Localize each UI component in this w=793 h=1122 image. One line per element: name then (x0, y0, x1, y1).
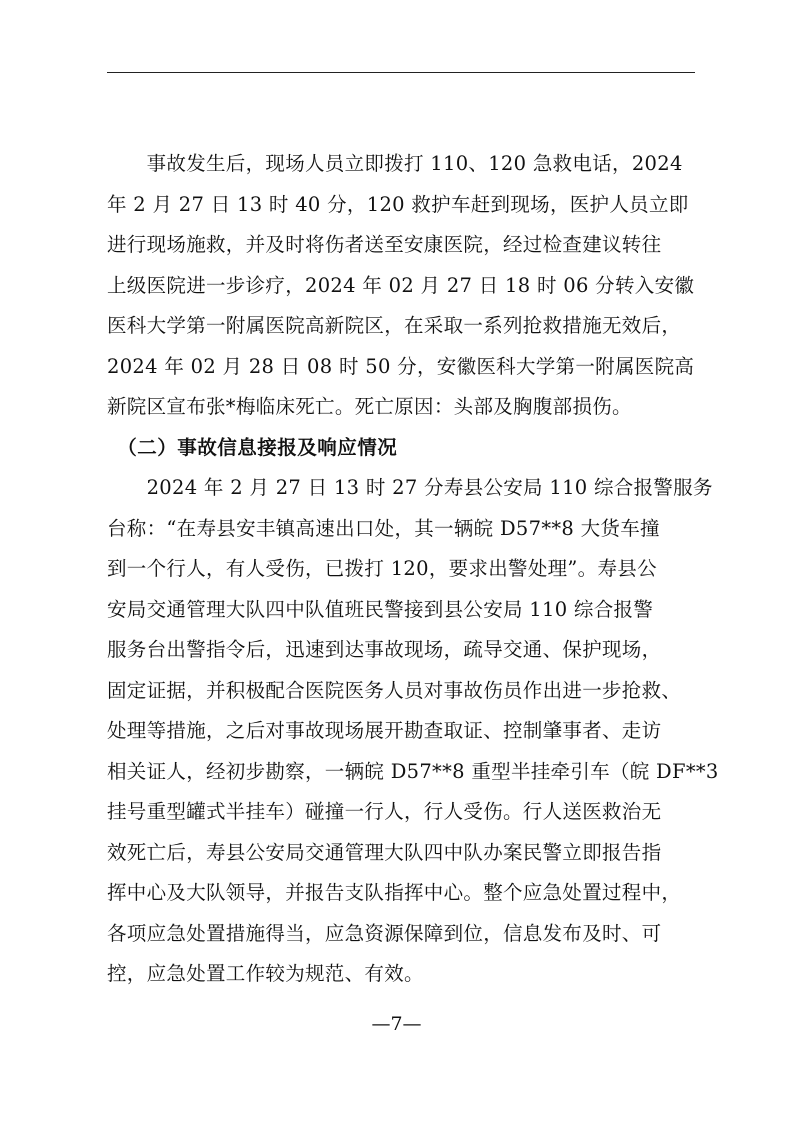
text-line: 安局交通管理大队四中队值班民警接到县公安局 110 综合报警 (107, 597, 654, 621)
text-line: 2024 年 02 月 28 日 08 时 50 分，安徽医科大学第一附属医院高 (107, 354, 695, 378)
paragraph-accident-aftermath (107, 144, 697, 428)
text-line: 效死亡后，寿县公安局交通管理大队四中队办案民警立即报告指 (107, 840, 662, 864)
paragraph-incident-report-response (107, 468, 719, 995)
text-line: 2024 年 2 月 27 日 13 时 27 分寿县公安局 110 综合报警服务 (107, 476, 713, 499)
text-line: 事故发生后，现场人员立即拨打 110、120 急救电话，2024 (107, 152, 683, 175)
text-line: 上级医院进一步诊疗，2024 年 02 月 27 日 18 时 06 分转入安徽 (107, 273, 695, 297)
text-line: 年 2 月 27 日 13 时 40 分，120 救护车赶到现场，医护人员立即 (107, 192, 689, 216)
text-line: 服务台出警指令后，迅速到达事故现场，疏导交通、保护现场， (107, 638, 662, 661)
text-line: 挂号重型罐式半挂车）碰撞一行人，行人受伤。行人送医救治无 (107, 800, 662, 823)
text-line: 医科大学第一附属医院高新院区，在采取一系列抢救措施无效后， (107, 314, 682, 337)
text-line: 控，应急处置工作较为规范、有效。 (107, 962, 424, 985)
text-line: 新院区宣布张*梅临床死亡。死亡原因：头部及胸腹部损伤。 (107, 395, 632, 418)
text-line: 处理等措施，之后对事故现场展开勘查取证、控制肇事者、走访 (107, 719, 662, 742)
text-line: 相关证人，经初步勘察，一辆皖 D57**8 重型半挂牵引车（皖 DF**3 (107, 759, 719, 783)
header-rule (107, 72, 695, 73)
text-line: 台称：“在寿县安丰镇高速出口处，其一辆皖 D57**8 大货车撞 (107, 516, 660, 540)
text-line: 进行现场施救，并及时将伤者送至安康医院，经过检查建议转往 (107, 233, 662, 256)
page-number: —7— (371, 1013, 422, 1035)
section-heading: （二）事故信息接报及响应情况 (107, 435, 398, 459)
text-line: 挥中心及大队领导，并报告支队指挥中心。整个应急处置过程中， (107, 881, 682, 904)
text-line: 到一个行人，有人受伤，已拨打 120，要求出警处理”。寿县公 (107, 557, 657, 580)
text-line: 固定证据，并积极配合医院医务人员对事故伤员作出进一步抢救、 (107, 678, 682, 702)
document-body (107, 144, 719, 995)
text-line: 各项应急处置措施得当，应急资源保障到位，信息发布及时、可 (107, 921, 662, 945)
